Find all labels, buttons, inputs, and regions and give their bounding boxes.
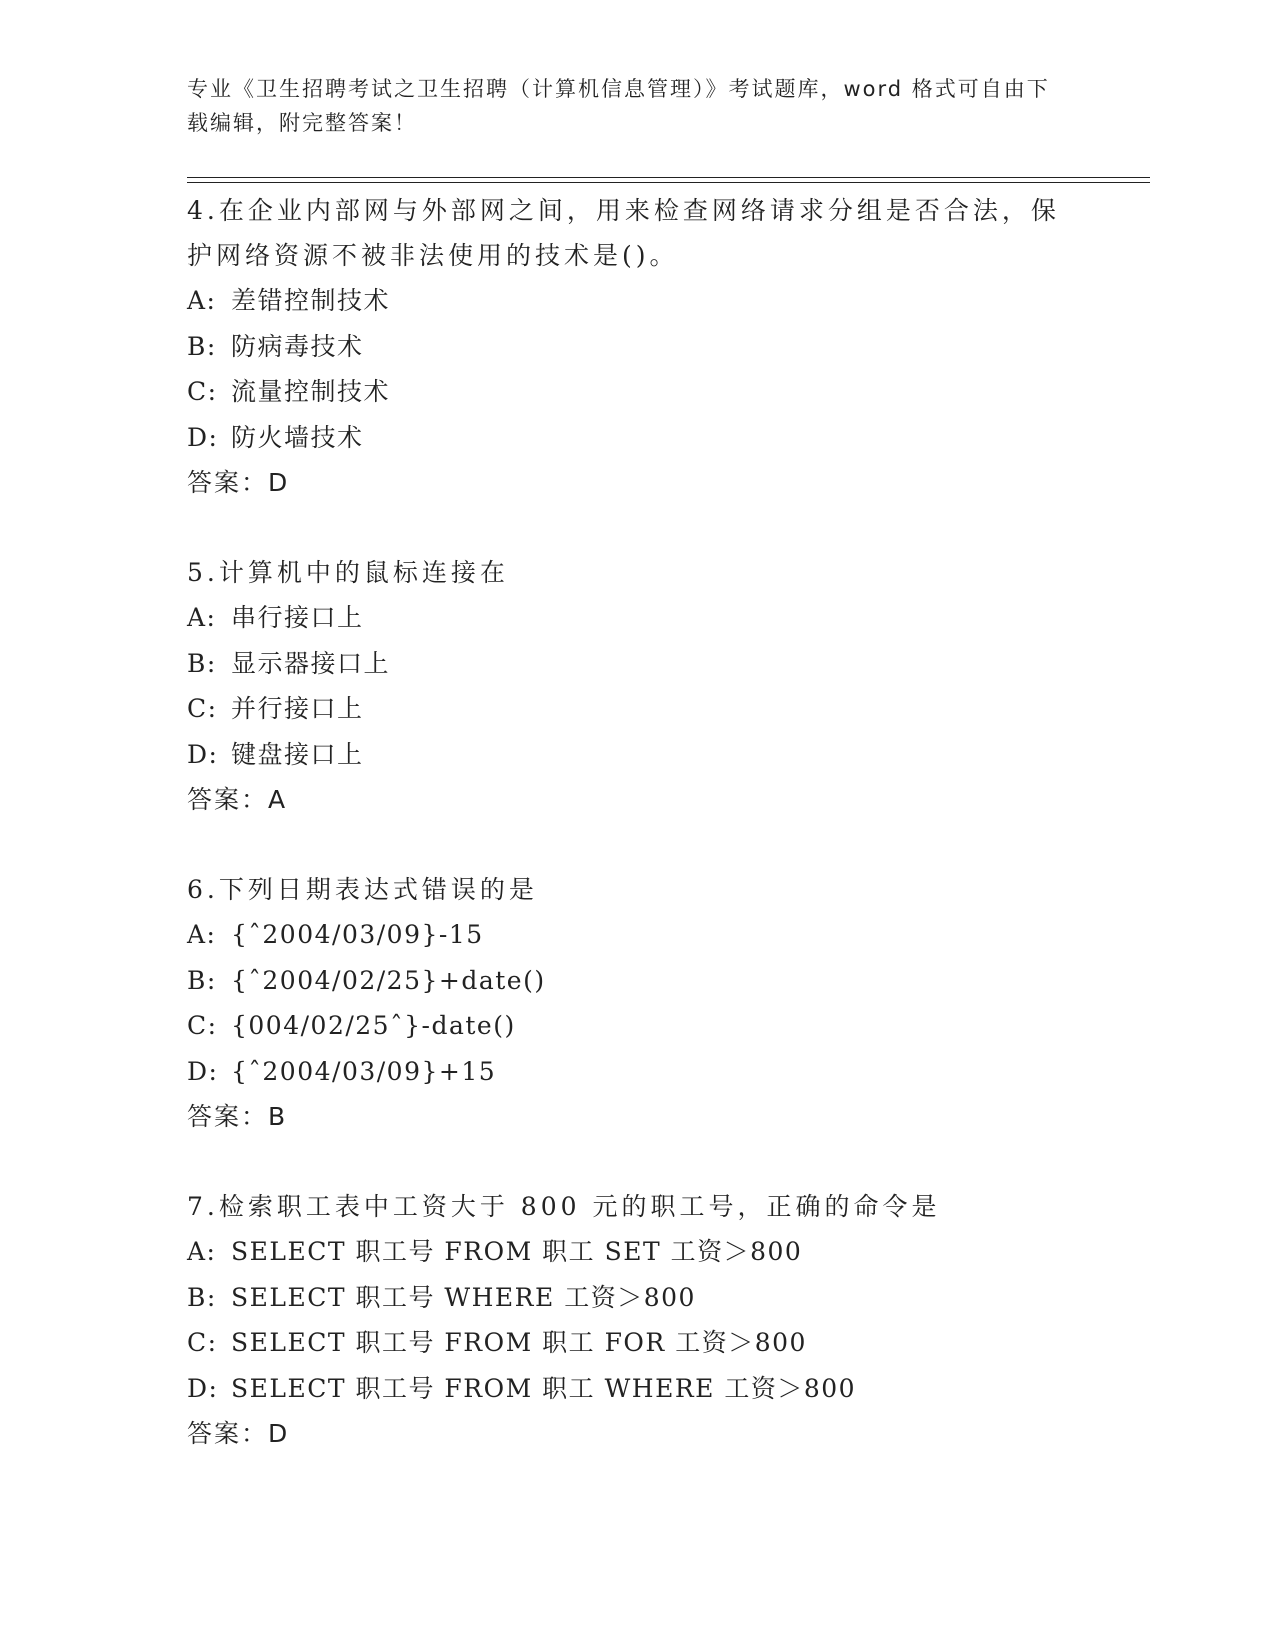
spacer: [187, 823, 1147, 867]
option-text: {ˆ2004/03/09}-15: [231, 920, 484, 949]
option-text: 串行接口上: [231, 603, 364, 632]
answer-line: 答案：B: [187, 1102, 288, 1131]
option-text: 差错控制技术: [231, 286, 391, 315]
option-text: 流量控制技术: [231, 377, 391, 406]
answer-line: 答案：A: [187, 785, 288, 814]
option-a: [187, 278, 1147, 324]
option-text: SELECT 职工号 WHERE 工资＞800: [231, 1282, 696, 1312]
option-d: [187, 1049, 1147, 1095]
question-5: [187, 550, 1147, 823]
header-divider-top: [187, 177, 1150, 178]
option-d: [187, 415, 1147, 461]
option-b: [187, 958, 1147, 1004]
option-key: C:: [187, 377, 218, 406]
option-key: A:: [187, 1237, 217, 1266]
option-text: {ˆ2004/02/25}+date(): [231, 965, 546, 995]
option-a: [187, 912, 1147, 958]
option-c: [187, 686, 1147, 732]
option-text: {004/02/25ˆ}-date(): [231, 1011, 516, 1040]
option-d: [187, 1366, 1147, 1412]
option-a: [187, 595, 1147, 641]
option-c: [187, 1320, 1147, 1366]
option-key: C:: [187, 1328, 218, 1357]
option-text: SELECT 职工号 FROM 职工 WHERE 工资＞800: [231, 1373, 857, 1403]
option-b: [187, 1275, 1147, 1321]
option-a: [187, 1229, 1147, 1275]
option-text: SELECT 职工号 FROM 职工 SET 工资＞800: [231, 1237, 803, 1266]
option-key: D:: [187, 739, 219, 769]
option-key: D:: [187, 1056, 219, 1086]
option-b: [187, 641, 1147, 687]
option-key: A:: [187, 920, 217, 949]
option-key: C:: [187, 694, 218, 723]
option-key: B:: [187, 331, 217, 361]
option-text: 键盘接口上: [231, 739, 364, 769]
option-text: 防病毒技术: [231, 331, 364, 361]
option-key: D:: [187, 1373, 219, 1403]
option-b: [187, 324, 1147, 370]
option-d: [187, 732, 1147, 778]
question-stem: 5.计算机中的鼠标连接在: [187, 558, 509, 587]
question-4: [187, 188, 1147, 506]
answer-line: 答案：D: [187, 1419, 290, 1448]
question-list: [187, 188, 1147, 1457]
option-text: 并行接口上: [231, 694, 364, 723]
option-text: {ˆ2004/03/09}+15: [231, 1056, 497, 1086]
question-stem: 6.下列日期表达式错误的是: [187, 875, 538, 904]
question-6: [187, 867, 1147, 1140]
option-key: B:: [187, 1282, 217, 1312]
option-c: [187, 369, 1147, 415]
document-intro: 专业《卫生招聘考试之卫生招聘（计算机信息管理）》考试题库，word 格式可自由下载编辑，附完整答案！: [187, 77, 1050, 135]
header-divider-bottom: [187, 182, 1150, 183]
option-key: B:: [187, 648, 217, 678]
option-text: 防火墙技术: [231, 422, 364, 452]
question-stem: 4.在企业内部网与外部网之间，用来检查网络请求分组是否合法，保护网络资源不被非法使用的技术是()。: [187, 196, 1060, 270]
answer-line: 答案：D: [187, 468, 290, 497]
option-text: 显示器接口上: [231, 648, 391, 678]
spacer: [187, 506, 1147, 550]
option-key: D:: [187, 422, 219, 452]
question-7: [187, 1184, 1147, 1457]
option-key: A:: [187, 603, 217, 632]
spacer: [187, 1140, 1147, 1184]
option-key: C:: [187, 1011, 218, 1040]
option-key: A:: [187, 286, 217, 315]
option-text: SELECT 职工号 FROM 职工 FOR 工资＞800: [231, 1328, 807, 1357]
question-stem: 7.检索职工表中工资大于 800 元的职工号，正确的命令是: [187, 1192, 941, 1221]
option-key: B:: [187, 965, 217, 995]
option-c: [187, 1003, 1147, 1049]
